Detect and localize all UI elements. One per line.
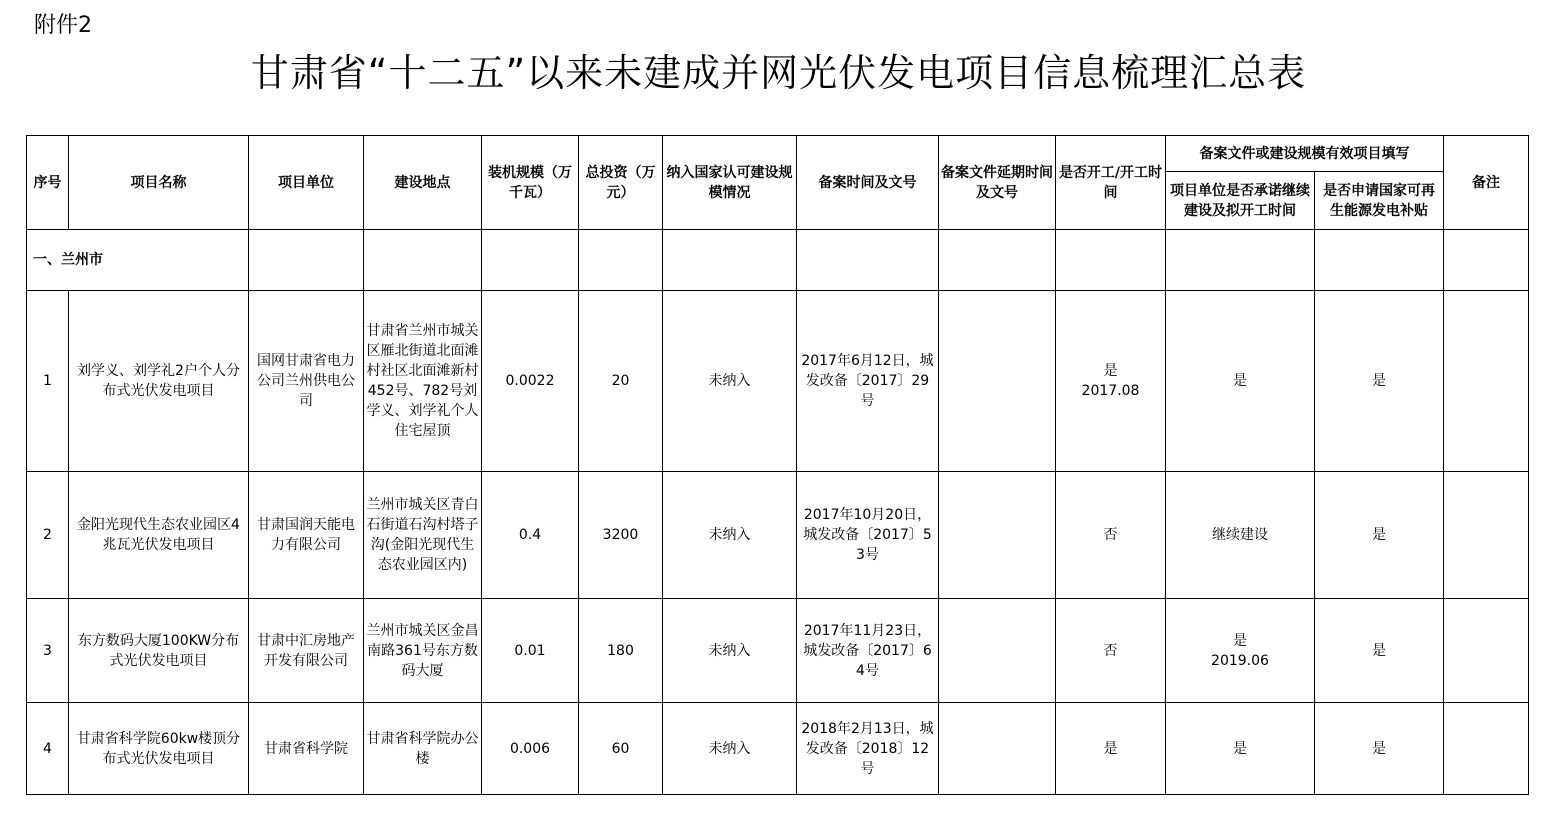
cell-name: 金阳光现代生态农业园区4兆瓦光伏发电项目 (69, 472, 249, 599)
header-extension: 备案文件延期时间及文号 (939, 136, 1056, 230)
cell-location: 甘肃省科学院办公楼 (364, 703, 482, 795)
cell-extension (939, 291, 1056, 472)
cell-location: 兰州市城关区金昌南路361号东方数码大厦 (364, 599, 482, 703)
cell-remark (1444, 599, 1529, 703)
header-unit: 项目单位 (249, 136, 364, 230)
cell-subsidy: 是 (1315, 703, 1444, 795)
cell-capacity: 0.01 (482, 599, 579, 703)
cell-seq: 2 (27, 472, 69, 599)
cell-commit: 是 (1166, 291, 1315, 472)
cell-seq: 1 (27, 291, 69, 472)
header-seq: 序号 (27, 136, 69, 230)
cell-seq: 4 (27, 703, 69, 795)
header-location: 建设地点 (364, 136, 482, 230)
cell-unit: 甘肃中汇房地产开发有限公司 (249, 599, 364, 703)
cell-filing: 2017年6月12日，城发改备〔2017〕29号 (797, 291, 939, 472)
cell-national-scale: 未纳入 (663, 599, 797, 703)
cell-started: 否 (1056, 599, 1166, 703)
table-row (27, 703, 1529, 795)
cell-filing: 2018年2月13日，城发改备〔2018〕12号 (797, 703, 939, 795)
cell-filing: 2017年11月23日，城发改备〔2017〕64号 (797, 599, 939, 703)
header-investment: 总投资（万元） (579, 136, 663, 230)
header-name: 项目名称 (69, 136, 249, 230)
cell-started: 否 (1056, 472, 1166, 599)
cell-extension (939, 703, 1056, 795)
header-group: 备案文件或建设规模有效项目填写 (1166, 136, 1444, 172)
cell-extension (939, 472, 1056, 599)
header-commit: 项目单位是否承诺继续建设及拟开工时间 (1166, 172, 1315, 230)
page-title: 甘肃省“十二五”以来未建成并网光伏发电项目信息梳理汇总表 (250, 51, 1307, 95)
cell-capacity: 0.006 (482, 703, 579, 795)
table-row (27, 291, 1529, 472)
cell-remark (1444, 291, 1529, 472)
summary-table (26, 135, 1529, 795)
cell-filing: 2017年10月20日，城发改备〔2017〕53号 (797, 472, 939, 599)
cell-capacity: 0.4 (482, 472, 579, 599)
cell-extension (939, 599, 1056, 703)
cell-name: 东方数码大厦100KW分布式光伏发电项目 (69, 599, 249, 703)
cell-remark (1444, 703, 1529, 795)
header-capacity: 装机规模（万千瓦） (482, 136, 579, 230)
cell-unit: 国网甘肃省电力公司兰州供电公司 (249, 291, 364, 472)
cell-investment: 60 (579, 703, 663, 795)
cell-started: 是 (1056, 703, 1166, 795)
header-filing: 备案时间及文号 (797, 136, 939, 230)
cell-capacity: 0.0022 (482, 291, 579, 472)
cell-commit: 是 (1166, 703, 1315, 795)
cell-remark (1444, 472, 1529, 599)
cell-national-scale: 未纳入 (663, 472, 797, 599)
cell-seq: 3 (27, 599, 69, 703)
region-label: 一、兰州市 (27, 230, 249, 291)
cell-subsidy: 是 (1315, 472, 1444, 599)
cell-started: 是 2017.08 (1056, 291, 1166, 472)
cell-location: 甘肃省兰州市城关区雁北街道北面滩村社区北面滩新村452号、782号刘学义、刘学礼个人住宅屋顶 (364, 291, 482, 472)
cell-investment: 20 (579, 291, 663, 472)
region-row (27, 230, 1529, 291)
cell-commit: 是 2019.06 (1166, 599, 1315, 703)
header-remark: 备注 (1444, 136, 1529, 230)
cell-commit: 继续建设 (1166, 472, 1315, 599)
cell-name: 刘学义、刘学礼2户个人分布式光伏发电项目 (69, 291, 249, 472)
cell-location: 兰州市城关区青白石街道石沟村塔子沟(金阳光现代生态农业园区内) (364, 472, 482, 599)
cell-unit: 甘肃国润天能电力有限公司 (249, 472, 364, 599)
header-subsidy: 是否申请国家可再生能源发电补贴 (1315, 172, 1444, 230)
cell-subsidy: 是 (1315, 291, 1444, 472)
cell-name: 甘肃省科学院60kw楼顶分布式光伏发电项目 (69, 703, 249, 795)
attachment-label: 附件2 (34, 13, 92, 38)
header-national-scale: 纳入国家认可建设规模情况 (663, 136, 797, 230)
table-row (27, 472, 1529, 599)
cell-national-scale: 未纳入 (663, 703, 797, 795)
table-row (27, 599, 1529, 703)
cell-national-scale: 未纳入 (663, 291, 797, 472)
header-started: 是否开工/开工时间 (1056, 136, 1166, 230)
cell-unit: 甘肃省科学院 (249, 703, 364, 795)
cell-investment: 3200 (579, 472, 663, 599)
cell-subsidy: 是 (1315, 599, 1444, 703)
cell-investment: 180 (579, 599, 663, 703)
